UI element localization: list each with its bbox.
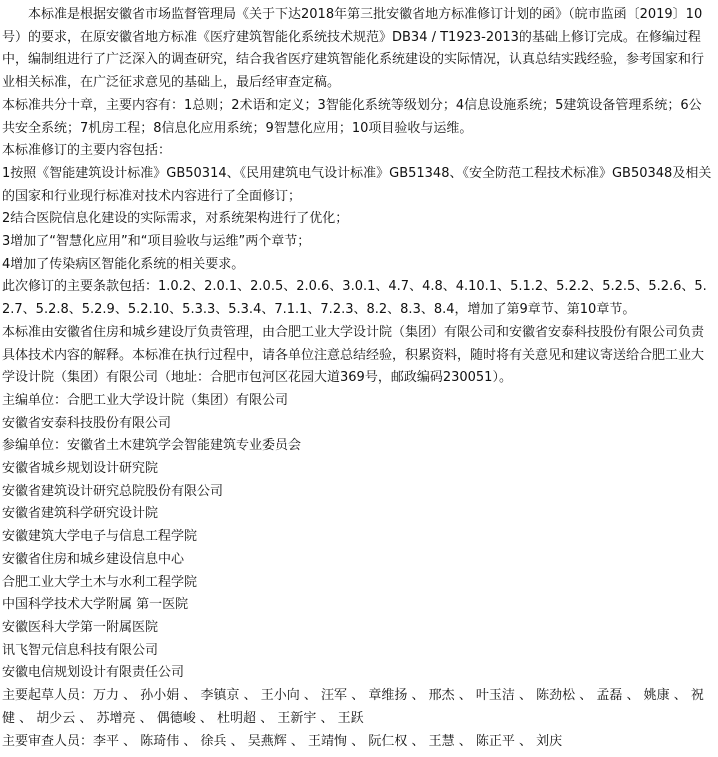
- intro-paragraph: 本标准是根据安徽省市场监督管理局《关于下达2018年第三批安徽省地方标准修订计划的函》（皖市监函〔2019〕10号）的要求，在原安徽省地方标准《医疗建筑智能化系统技术规范》DB34 / T1923-2013的基础上修订完成。在修编过程中，编制组进行了广泛深入的调查研究，结合我省医疗建筑智能化系统建设的实际情况，认真总结实践经验，参考国家和行业相关标准，在广泛征求意见的基础上，最后经审查定稿。: [2, 7, 705, 91]
- revision-item: 2结合医院信息化建设的实际需求，对系统架构进行了优化；: [2, 211, 349, 227]
- participating-unit: 安徽电信规划设计有限责任公司: [2, 665, 185, 681]
- revised-clauses-paragraph: 此次修订的主要条款包括：1.0.2、2.0.1、2.0.5、2.0.6、3.0.1、4.7、4.8、4.10.1、5.1.2、5.2.2、5.2.5、5.2.6、5.2.7、5.2.8、5.2.9、5.2.10、5.3.3、5.3.4、7.1.1、7.2.3、8.2、8.3、8.4，增加了第9章节、第10章节。: [2, 279, 707, 318]
- participating-unit: 安徽建筑大学电子与信息工程学院: [2, 529, 198, 545]
- participating-unit: 安徽省建筑科学研究设计院: [2, 506, 159, 522]
- participating-unit: 讯飞智元信息科技有限公司: [2, 642, 159, 658]
- participating-unit: 安徽医科大学第一附属医院: [2, 619, 159, 635]
- revision-heading: 本标准修订的主要内容包括：: [2, 143, 172, 159]
- chief-editor-unit: 安徽省安泰科技股份有限公司: [2, 415, 172, 431]
- participating-unit: 参编单位：安徽省土木建筑学会智能建筑专业委员会: [2, 438, 302, 454]
- participating-unit: 安徽省城乡规划设计研究院: [2, 461, 159, 477]
- participating-unit: 安徽省住房和城乡建设信息中心: [2, 551, 185, 567]
- reviewers-list: 主要审查人员：李平 、 陈琦伟 、 徐兵 、 吴燕辉 、 王靖恂 、 阮仁权 、 王慧 、 陈正平 、 刘庆: [2, 733, 563, 749]
- management-paragraph: 本标准由安徽省住房和城乡建设厅负责管理，由合肥工业大学设计院（集团）有限公司和安徽省安泰科技股份有限公司负责具体技术内容的解释。本标准在执行过程中，请各单位注意总结经验，积累资料，随时将有关意见和建议寄送给合肥工业大学设计院（集团）有限公司（地址：合肥市包河区花园大道369号，邮政编码230051）。: [2, 324, 705, 386]
- participating-unit: 中国科学技术大学附属 第一医院: [2, 597, 189, 613]
- participating-unit: 安徽省建筑设计研究总院股份有限公司: [2, 483, 224, 499]
- participating-unit: 合肥工业大学土木与水利工程学院: [2, 574, 198, 590]
- revision-item: 4增加了传染病区智能化系统的相关要求。: [2, 256, 245, 272]
- chapters-paragraph: 本标准共分十章，主要内容有：1总则；2术语和定义；3智能化系统等级划分；4信息设施系统；5建筑设备管理系统；6公共安全系统；7机房工程；8信息化应用系统；9智慧化应用；10项目验收与运维。: [2, 97, 702, 136]
- chief-editor-unit: 主编单位：合肥工业大学设计院（集团）有限公司: [2, 392, 289, 408]
- revision-item: 1按照《智能建筑设计标准》GB50314、《民用建筑电气设计标准》GB51348、《安全防范工程技术标准》GB50348及相关的国家和行业现行标准对技术内容进行了全面修订；: [2, 165, 712, 204]
- revision-item: 3增加了“智慧化应用”和“项目验收与运维”两个章节；: [2, 234, 311, 250]
- drafters-list: 主要起草人员：万力 、 孙小娟 、 李镇京 、 王小向 、 汪军 、 章维扬 、 邢杰 、 叶玉洁 、 陈劲松 、 孟磊 、 姚康 、 祝健 、 胡少云 、 苏增亮 、 偶德峻 、 杜明超 、 王新宇 、 王跃: [2, 688, 704, 726]
